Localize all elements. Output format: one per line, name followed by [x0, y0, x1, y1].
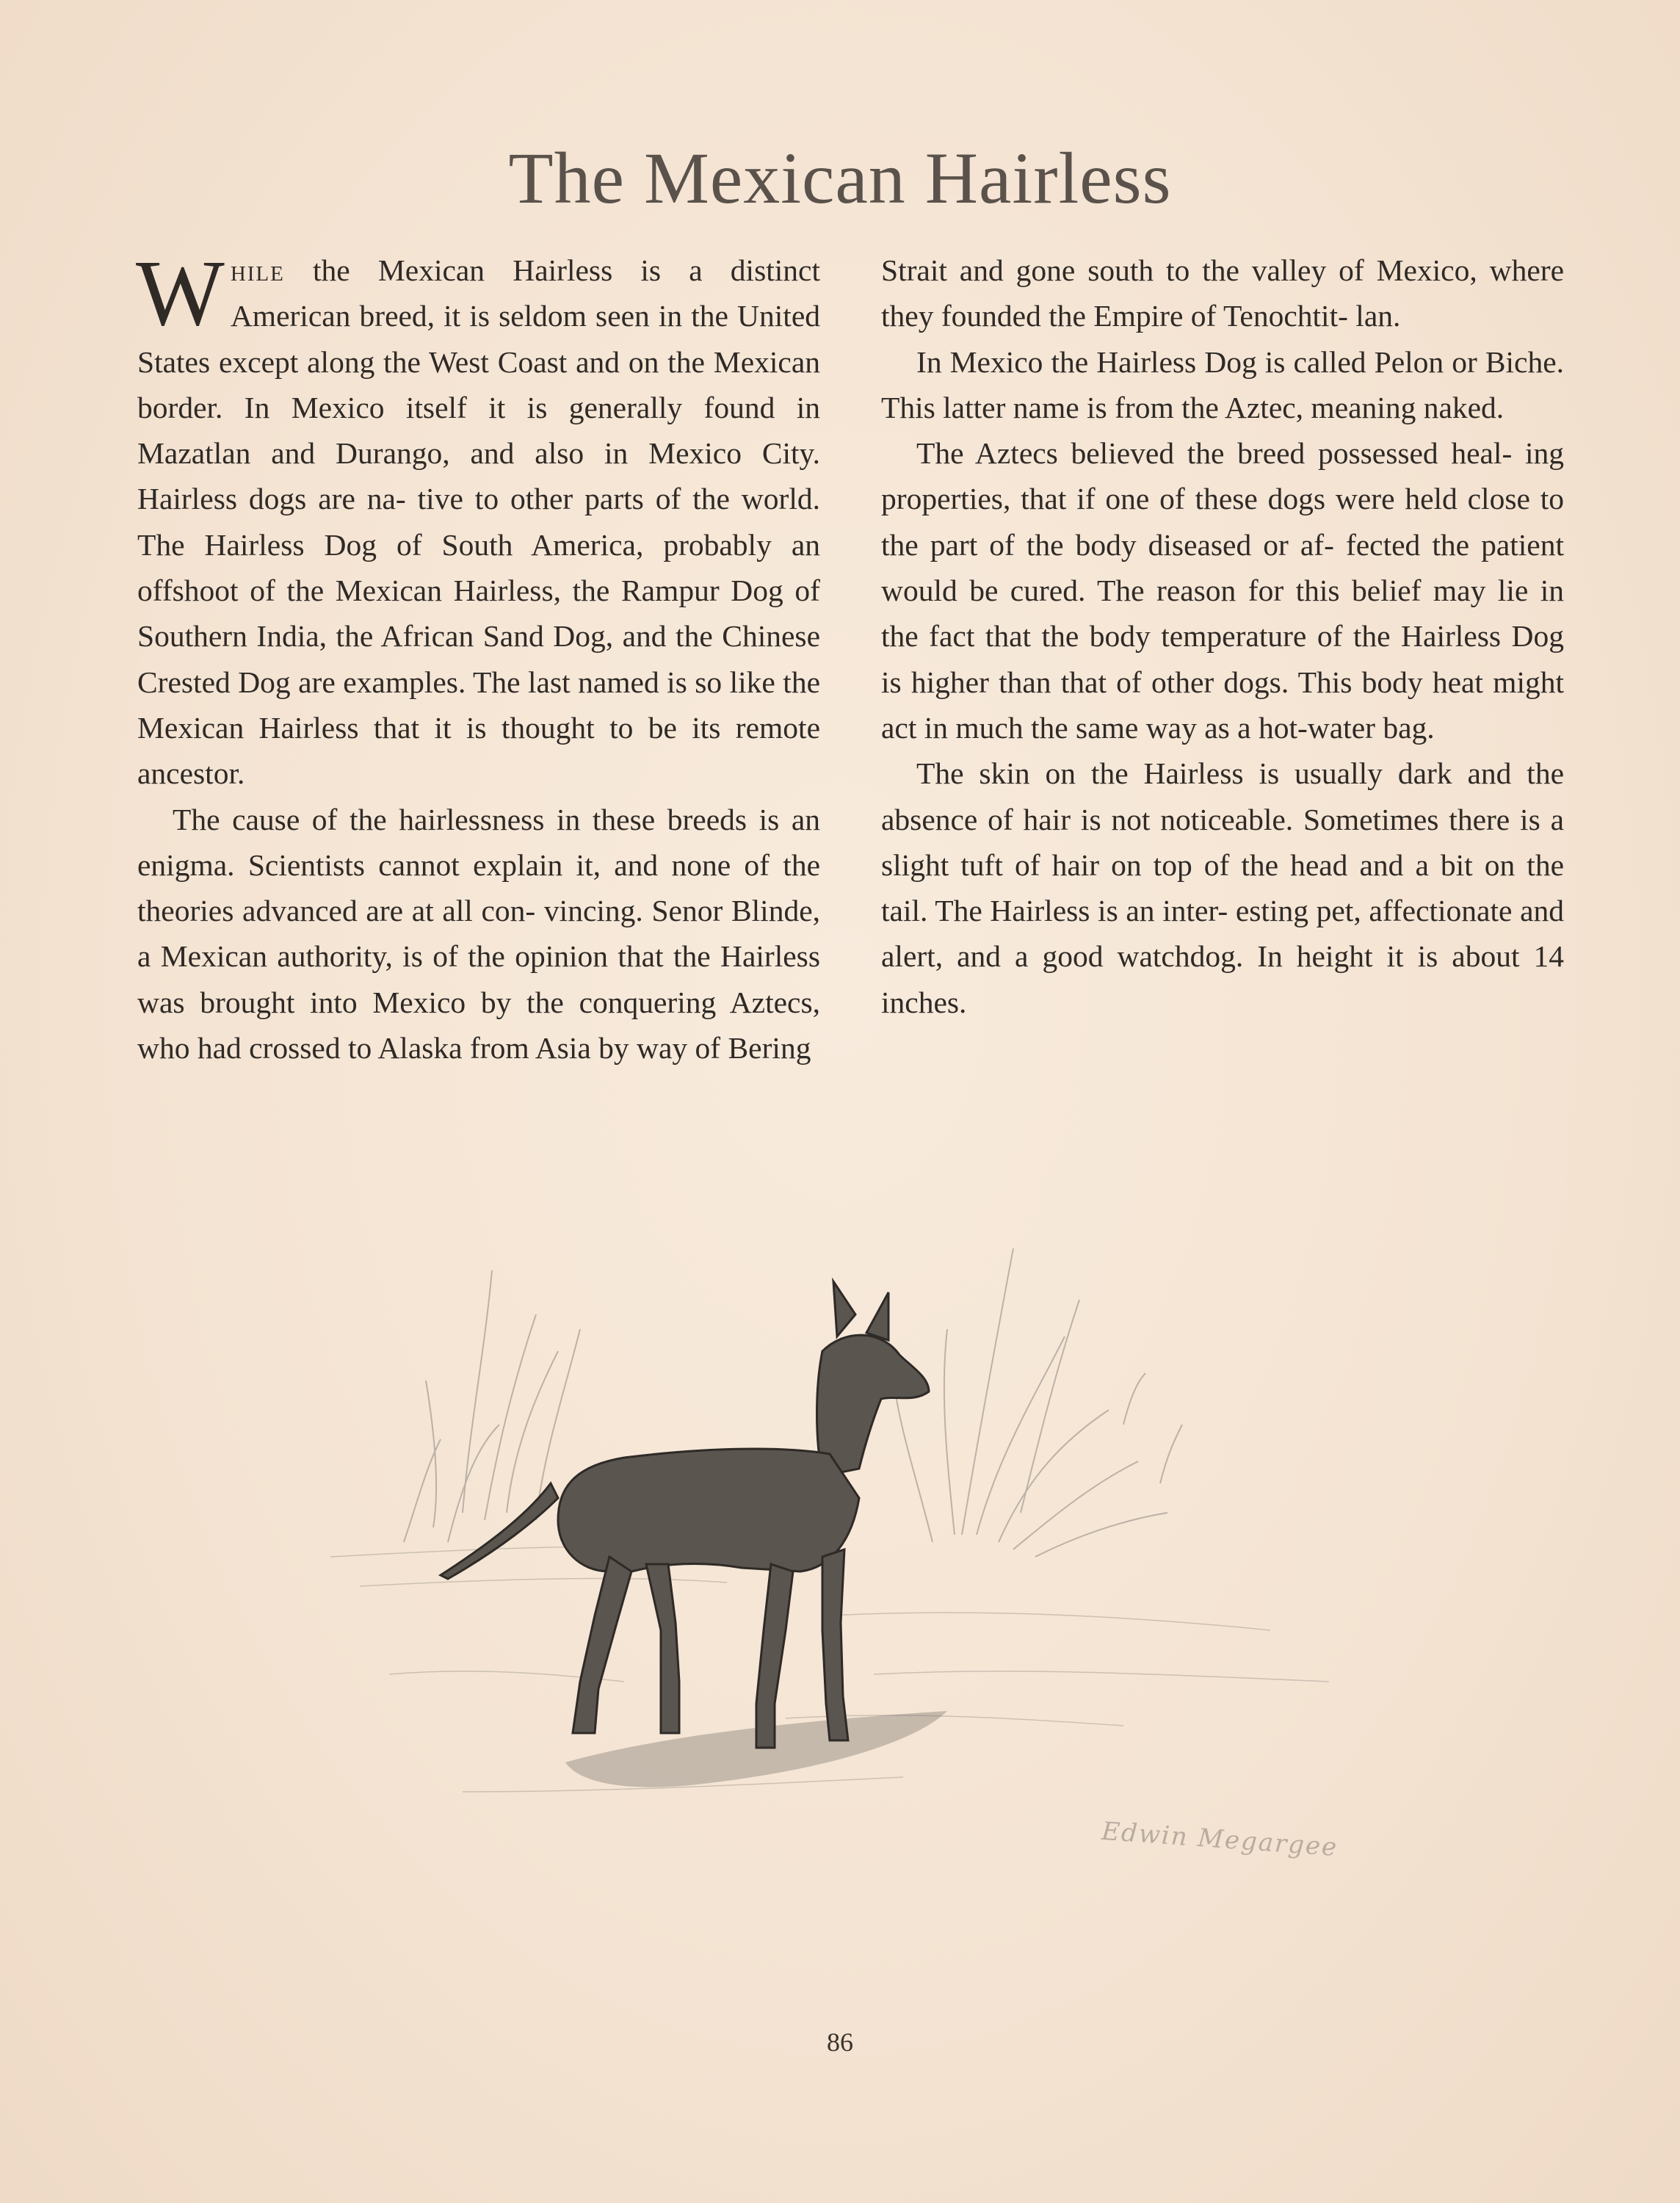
left-text-column — [136, 241, 820, 1071]
first-word-small-caps: hile — [230, 253, 285, 287]
paragraph-2: The cause of the hairlessness in these breeds is an enigma. Scientists cannot explain it, and none of the theories advanced are at all con- vincing. Senor Blinde, a Mexican authority, is of the opinion that the Hairless was brought into Mexico by the conquering Aztecs, who had crossed to Alaska from Asia by way of Bering — [137, 802, 820, 1066]
paragraph-5: The Aztecs believed the breed possessed heal- ing properties, that if one of these dogs were held close to the part of the body diseased or af- fected the patient would be cured. The reason for this belief may lie in the fact that the body temperature of the Hairless Dog is higher than that of other dogs. This body heat might act in much the same way as a hot-water bag. — [881, 436, 1564, 745]
dog-illustration — [316, 1204, 1388, 1880]
dog-figure — [441, 1281, 929, 1748]
paragraph-4: In Mexico the Hairless Dog is called Pelon or Biche. This latter name is from the Aztec, meaning naked. — [881, 344, 1564, 424]
paragraph-1-text: the Mexican Hairless is a distinct American breed, it is seldom seen in the United States except along the West Coast and on the Mexican border. In Mexico itself it is generally found in Mazatlan and Durango, and also in Mexico City. Hairless dogs are na- tive to other parts of the world. The Hairless Dog of South America, probably an offshoot of the Mexican Hairless, the Rampur Dog of Southern India, the African Sand Dog, and the Chinese Crested Dog are examples. The last named is so like the Mexican Hairless that it is thought to be its remote ancestor. — [137, 253, 820, 791]
paragraph-6: The skin on the Hairless is usually dark and the absence of hair is not noticeable. Sometimes there is a slight tuft of hair on top of the head and a bit on the tail. The Hairless is an inter- esting pet, affectionate and alert, and a good watchdog. In height it is about 14 inches. — [881, 756, 1564, 1019]
paragraph-1 — [136, 241, 820, 797]
artist-signature: Edwin Megargee — [1100, 1816, 1339, 1863]
drop-cap: W — [136, 241, 225, 345]
paragraph-3: Strait and gone south to the valley of Mexico, where they founded the Empire of Tenochtit- lan. — [881, 253, 1564, 333]
page-number: 86 — [827, 2027, 853, 2057]
right-text-column — [881, 247, 1564, 1025]
page-title: The Mexican Hairless — [508, 137, 1172, 219]
